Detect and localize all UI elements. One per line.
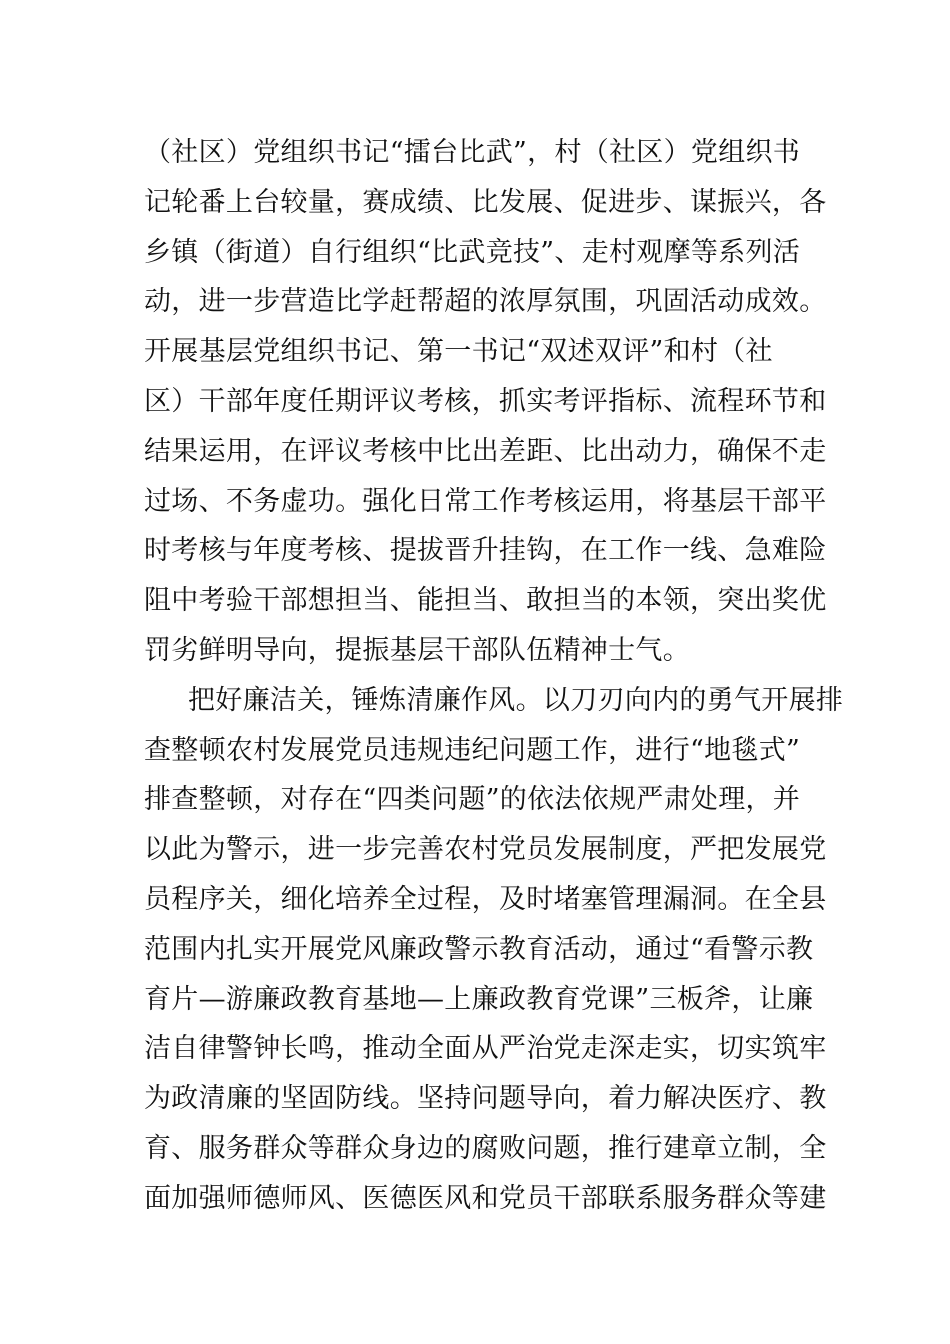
text-line: （社区）党组织书记“擂台比武”，村（社区）党组织书 [144,137,801,168]
text-line: 时考核与年度考核、提拔晋升挂钩，在工作一线、急难险 [144,535,827,567]
text-line: 员程序关，细化培养全过程，及时堵塞管理漏洞。在全县 [144,883,827,915]
text-line: 开展基层党组织书记、第一书记“双述双评”和村（社 [144,336,773,368]
text-line: 结果运用，在评议考核中比出差距、比出动力，确保不走 [144,435,827,467]
text-line: 阻中考验干部想担当、能担当、敢担当的本领，突出奖优 [144,585,827,617]
text-line: 洁自律警钟长鸣，推动全面从严治党走深走实，切实筑牢 [144,1033,827,1065]
text-line: 区）干部年度任期评议考核，抓实考评指标、流程环节和 [144,385,827,417]
text-line: 查整顿农村发展党员违规违纪问题工作，进行“地毯式” [144,734,801,766]
text-line: 排查整顿，对存在“四类问题”的依法依规严肃处理，并 [144,784,801,816]
paragraph-start-line: 把好廉洁关，锤炼清廉作风。以刀刃向内的勇气开展排 [188,684,844,716]
text-line: 动，进一步营造比学赶帮超的浓厚氛围，巩固活动成效。 [144,286,827,318]
text-line: 过场、不务虚功。强化日常工作考核运用，将基层干部平 [144,485,827,517]
text-line: 罚劣鲜明导向，提振基层干部队伍精神士气。 [144,634,690,666]
text-line: 乡镇（街道）自行组织“比武竞技”、走村观摩等系列活 [144,236,801,268]
text-line: 为政清廉的坚固防线。坚持问题导向，着力解决医疗、教 [144,1083,827,1115]
text-line: 育片—游廉政教育基地—上廉政教育党课”三板斧，让廉 [144,983,814,1015]
text-line: 记轮番上台较量，赛成绩、比发展、促进步、谋振兴，各 [144,186,827,218]
text-line: 范围内扎实开展党风廉政警示教育活动，通过“看警示教 [144,933,814,965]
text-line: 面加强师德师风、医德医风和党员干部联系服务群众等建 [144,1182,827,1214]
text-line: 以此为警示，进一步完善农村党员发展制度，严把发展党 [144,834,827,866]
text-line: 育、服务群众等群众身边的腐败问题，推行建章立制，全 [144,1132,827,1164]
document-body [144,128,844,1224]
